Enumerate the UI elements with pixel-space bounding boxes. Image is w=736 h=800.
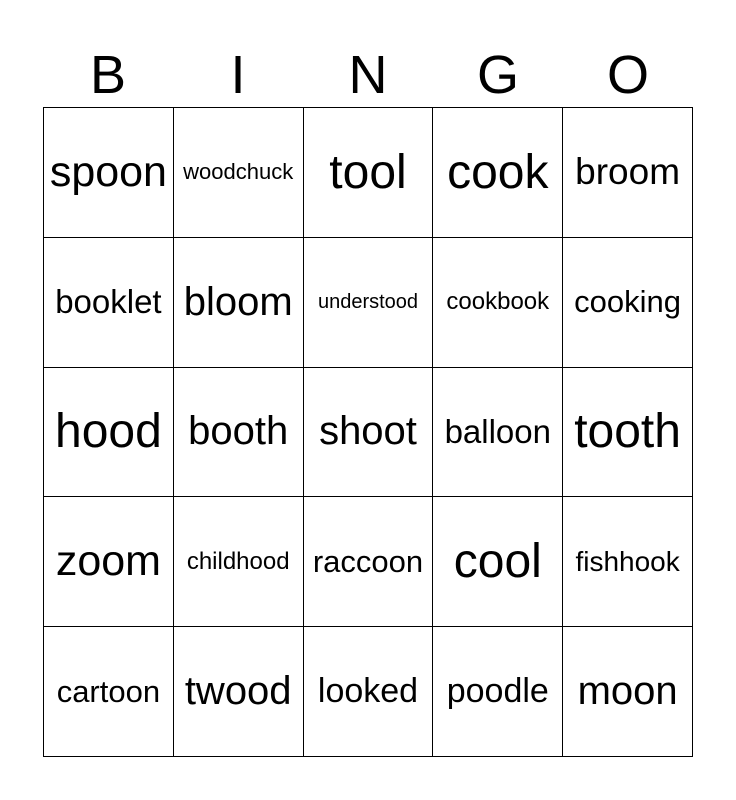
cell-word: tooth [574,405,681,459]
cell-word: cool [453,535,542,589]
cell-word: tool [329,145,407,199]
cell-word: broom [575,151,681,193]
bingo-cell[interactable] [304,108,434,238]
header-letter-g: G [476,45,519,105]
bingo-cell[interactable] [174,108,304,238]
bingo-card-grid [43,107,693,757]
bingo-cell[interactable] [44,627,174,757]
header-letter-n: N [348,45,388,105]
bingo-header [43,44,693,108]
bingo-cell[interactable] [304,238,434,368]
cell-word: moon [577,669,678,714]
bingo-cell[interactable] [563,627,693,757]
header-letter-i: I [230,45,246,105]
bingo-cell[interactable] [304,627,434,757]
cell-word: childhood [186,547,290,575]
bingo-cell[interactable] [44,497,174,627]
bingo-cell[interactable] [174,368,304,498]
cell-word: cartoon [56,673,161,709]
bingo-cell[interactable] [433,108,563,238]
bingo-cell[interactable] [433,497,563,627]
cell-word: booklet [55,283,162,321]
bingo-cell[interactable] [44,108,174,238]
bingo-cell[interactable] [563,108,693,238]
cell-word: bloom [183,279,293,324]
bingo-cell[interactable] [304,368,434,498]
cell-word: cook [447,145,549,199]
bingo-cell[interactable] [433,368,563,498]
bingo-cell[interactable] [174,627,304,757]
cell-word: fishhook [575,545,680,577]
bingo-cell[interactable] [563,497,693,627]
bingo-cell[interactable] [563,368,693,498]
bingo-cell[interactable] [433,627,563,757]
cell-word: twood [184,669,292,714]
cell-word: shoot [319,409,417,454]
cell-word: woodchuck [183,159,294,185]
cell-word: raccoon [312,543,424,579]
bingo-cell[interactable] [433,238,563,368]
bingo-cell[interactable] [44,238,174,368]
cell-word: understood [317,290,419,313]
header-letter-b: B [89,45,127,105]
bingo-cell[interactable] [174,238,304,368]
cell-word: cookbook [446,288,550,316]
header-letter-o: O [606,45,649,105]
cell-word: looked [317,672,419,711]
bingo-cell[interactable] [44,368,174,498]
cell-word: cooking [574,284,682,320]
bingo-cell[interactable] [563,238,693,368]
cell-word: hood [55,405,162,459]
bingo-cell[interactable] [174,497,304,627]
cell-word: poodle [446,672,549,711]
cell-word: zoom [55,537,161,586]
cell-word: booth [188,409,289,454]
cell-word: balloon [444,412,551,450]
cell-word: spoon [49,147,167,196]
bingo-cell[interactable] [304,497,434,627]
